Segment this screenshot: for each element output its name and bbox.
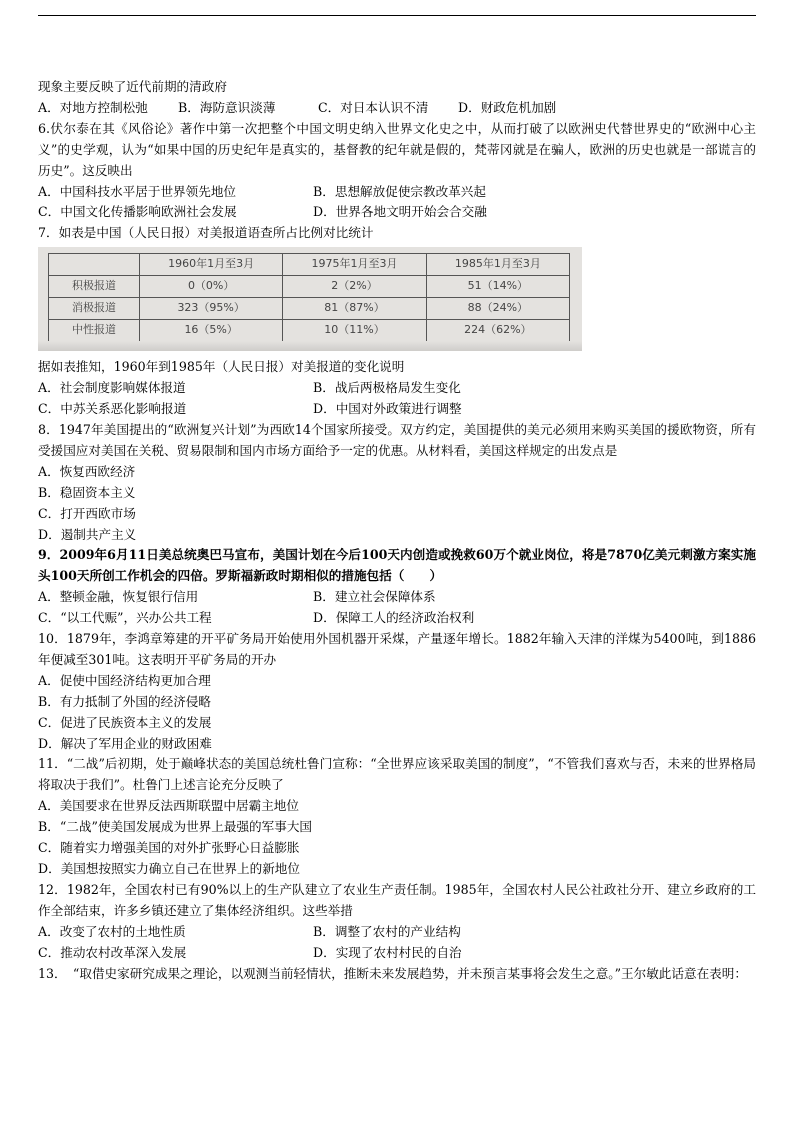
q9-options-row1 xyxy=(38,587,756,608)
q5-option-c: C．对日本认识不清 xyxy=(318,99,429,115)
q9-option-b: B．建立社会保障体系 xyxy=(313,589,436,605)
exam-page xyxy=(38,77,756,984)
q7-option-b: B．战后两极格局发生变化 xyxy=(313,380,461,396)
q7-option-a: A．社会制度影响媒体报道 xyxy=(38,380,186,396)
table-cell: 224（62%） xyxy=(426,319,569,341)
q9-option-a: A．整顿金融，恢复银行信用 xyxy=(38,589,199,605)
q9-stem: 9．2009年6月11日美总统奥巴马宣布，美国计划在今后100天内创造或挽救60万个就业岗位，将是7870亿美元刺激方案实施头100天所创工作机会的四倍。罗斯福新政时期相似的措施包括（ ） xyxy=(38,547,756,584)
q12-option-d: D．实现了农村村民的自治 xyxy=(313,944,462,960)
q10-option-b: B．有力抵制了外国的经济侵略 xyxy=(38,693,211,709)
table-row-label: 消极报道 xyxy=(49,298,140,320)
report-stats-table xyxy=(48,253,570,342)
top-rule xyxy=(38,15,756,16)
q12-options-row1 xyxy=(38,922,756,943)
q11-option-b: B．“二战”使美国发展成为世界上最强的军事大国 xyxy=(38,819,313,835)
q12-option-a: A．改变了农村的土地性质 xyxy=(38,923,186,939)
q9-options-row2 xyxy=(38,608,756,629)
q5-stem-tail: 现象主要反映了近代前期的清政府 xyxy=(38,79,227,94)
table-row-label: 积极报道 xyxy=(49,276,140,298)
q8-option-d: D．遏制共产主义 xyxy=(38,526,137,542)
table-cell: 51（14%） xyxy=(426,276,569,298)
q11-option-a: A．美国要求在世界反法西斯联盟中居霸主地位 xyxy=(38,798,299,814)
table-cell: 323（95%） xyxy=(140,298,283,320)
q6-stem: 6.伏尔泰在其《风俗论》著作中第一次把整个中国文明史纳入世界文化史之中，从而打破了以欧洲史代替世界史的“欧洲中心主义”的史学观，认为“如果中国的历史纪年是真实的，基督教的纪年就是假的，梵蒂冈就是在骗人，欧洲的历史也就是一部谎言的历史”。这反映出 xyxy=(38,120,756,178)
table-cell: 0（0%） xyxy=(140,276,283,298)
q6-option-a: A．中国科技水平居于世界领先地位 xyxy=(38,183,237,199)
q5-option-d: D．财政危机加剧 xyxy=(458,99,557,115)
scan-edge-shadow xyxy=(38,341,582,351)
q6-option-b: B．思想解放促使宗教改革兴起 xyxy=(313,183,486,199)
table-header-cell xyxy=(49,254,140,276)
q12-option-c: C．推动农村改革深入发展 xyxy=(38,944,187,960)
q12-option-b: B．调整了农村的产业结构 xyxy=(313,923,461,939)
table-row-label: 中性报道 xyxy=(49,319,140,341)
q9-option-d: D．保障工人的经济政治权利 xyxy=(313,610,475,626)
table-cell: 10（11%） xyxy=(283,319,426,341)
q9-option-c: C．“以工代赈”，兴办公共工程 xyxy=(38,610,212,626)
table-cell: 88（24%） xyxy=(426,298,569,320)
q8-option-a: A．恢复西欧经济 xyxy=(38,463,136,479)
q10-option-c: C．促进了民族资本主义的发展 xyxy=(38,714,212,730)
q6-options-row1 xyxy=(38,182,756,203)
q6-options-row2 xyxy=(38,202,756,223)
q6-option-d: D．世界各地文明开始会合交融 xyxy=(313,204,487,220)
table-row xyxy=(49,319,570,341)
q10-stem: 10．1879年，李鸿章筹建的开平矿务局开始使用外国机器开采煤，产量逐年增长。1882年输入天津的洋煤为5400吨，到1886年便减至301吨。这表明开平矿务局的开办 xyxy=(38,631,756,667)
table-header-cell: 1985年1月至3月 xyxy=(426,254,569,276)
q11-option-c: C．随着实力增强美国的对外扩张野心日益膨胀 xyxy=(38,840,300,856)
q5-option-a: A．对地方控制松弛 xyxy=(38,99,148,115)
q13-stem: 13． “取借史家研究成果之理论，以观测当前轻情状，推断未来发展趋势，并未预言某事将会发生之意。”王尔敏此话意在表明： xyxy=(38,965,747,981)
q11-stem: 11．“二战”后初期，处于巅峰状态的美国总统杜鲁门宣称：“全世界应该采取美国的制度”，“不管我们喜欢与否，未来的世界格局将取决于我们”。杜鲁门上述言论充分反映了 xyxy=(38,756,756,793)
q7-options-row1 xyxy=(38,378,756,399)
table-row xyxy=(49,276,570,298)
q8-option-b: B．稳固资本主义 xyxy=(38,484,136,500)
table-cell: 81（87%） xyxy=(283,298,426,320)
q6-option-c: C．中国文化传播影响欧洲社会发展 xyxy=(38,204,237,220)
q7-option-c: C．中苏关系恶化影响报道 xyxy=(38,401,187,417)
q10-option-a: A．促使中国经济结构更加合理 xyxy=(38,672,211,688)
table-header-cell: 1975年1月至3月 xyxy=(283,254,426,276)
q8-stem: 8．1947年美国提出的“欧洲复兴计划”为西欧14个国家所接受。双方约定，美国提供的美元必须用来购买美国的援欧物资，所有受援国应对美国在关税、贸易限制和国内市场方面给予一定的优惠。从材料看，美国这样规定的出发点是 xyxy=(38,421,756,458)
q5-option-b: B．海防意识淡薄 xyxy=(178,99,276,115)
q7-option-d: D．中国对外政策进行调整 xyxy=(313,401,462,417)
q11-option-d: D．美国想按照实力确立自己在世界上的新地位 xyxy=(38,861,300,876)
q12-stem: 12．1982年，全国农村已有90%以上的生产队建立了农业生产责任制。1985年，全国农村人民公社政社分开、建立乡政府的工作全部结束，许多乡镇还建立了集体经济组织。这些举措 xyxy=(38,881,756,918)
q8-option-c: C．打开西欧市场 xyxy=(38,505,136,521)
scanned-table-image xyxy=(38,247,582,351)
q5-options xyxy=(38,98,756,119)
q12-options-row2 xyxy=(38,943,756,964)
table-cell: 2（2%） xyxy=(283,276,426,298)
q7-options-row2 xyxy=(38,399,756,420)
table-row xyxy=(49,298,570,320)
q7-stem: 7．如表是中国（人民日报）对美报道语查所占比例对比统计 xyxy=(38,225,374,241)
table-header-cell: 1960年1月至3月 xyxy=(140,254,283,276)
q7-followup: 据如表推知，1960年到1985年（人民日报）对美报道的变化说明 xyxy=(38,359,405,375)
table-header-row xyxy=(49,254,570,276)
q10-option-d: D．解决了军用企业的财政困难 xyxy=(38,735,212,751)
table-cell: 16（5%） xyxy=(140,319,283,341)
